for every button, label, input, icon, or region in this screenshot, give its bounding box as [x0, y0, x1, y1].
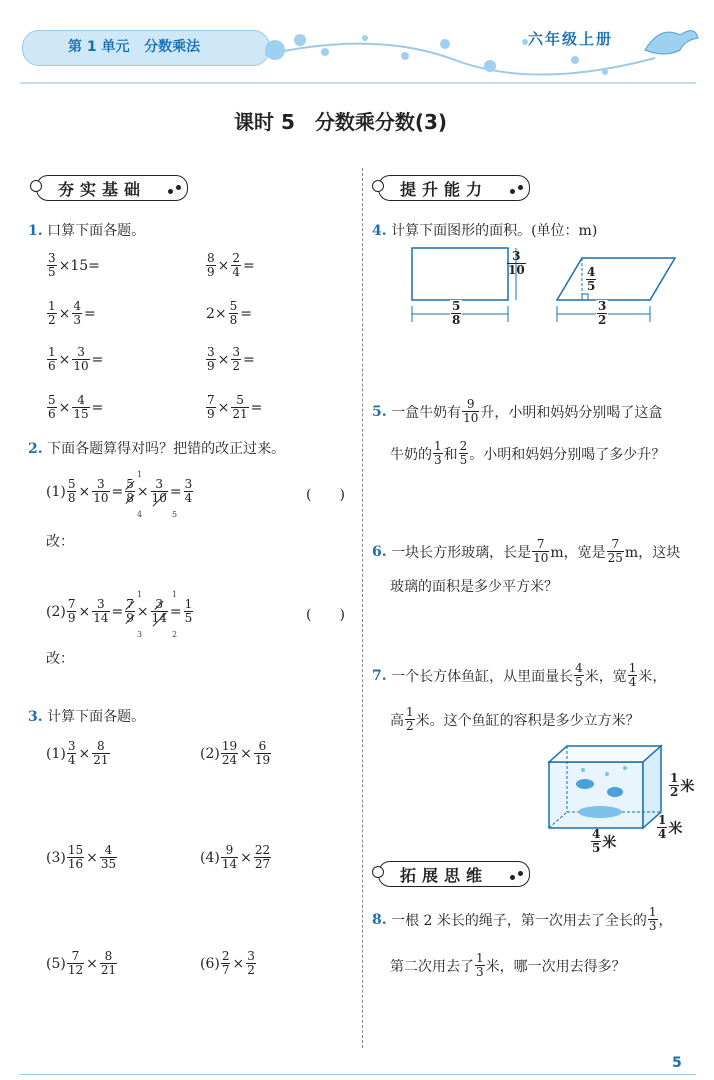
q1-item-3: $\frac{1}{2}$ × $\frac{4}{3}$ =: [48, 299, 96, 327]
q2-fix-2: 改：: [46, 651, 74, 667]
unit-label: 第 1 单元 分数乘法: [68, 39, 201, 55]
q7-line1: 7. 一个长方体鱼缸，从里面量长 $\frac{4}{5}$ 米，宽 $\frac{1}{4}$ 米，: [372, 661, 667, 689]
page-number: 5: [672, 1055, 682, 1071]
q7-tank-height: $\frac{1}{2}$ 米: [670, 771, 695, 799]
q1-item-7: $\frac{5}{6}$ × $\frac{4}{15}$ =: [48, 393, 104, 421]
q5-line2: 牛奶的 $\frac{1}{3}$ 和 $\frac{2}{5}$ 。小明和妈妈分别喝了多少升？: [390, 439, 666, 467]
footer-rule: [20, 1074, 696, 1075]
section-improve: 提升能力: [372, 172, 532, 200]
q6-line1: 6. 一块长方形玻璃，长是 $\frac{7}{10}$ m，宽是 $\frac{7}{25}$ m，这块: [372, 537, 681, 565]
book-label: 六年级上册: [528, 30, 614, 48]
page-title: 课时 5 分数乘分数(3): [234, 110, 448, 134]
q2-prompt: 2. 下面各题算得对吗？把错的改正过来。: [28, 441, 286, 457]
q2-fix-1: 改：: [46, 534, 74, 550]
q3-item-6: (6) $\frac{2}{7}$ × $\frac{3}{2}$: [200, 949, 255, 977]
q2-part1: (1) $\frac{5}{8}$ × $\frac{3}{10}$ = $\frac{5}{8}$ × $\frac{3}{10}$ = $\frac{3}{4}$: [46, 477, 193, 505]
q1-prompt: 1. 口算下面各题。: [28, 223, 146, 239]
q8-line2: 第二次用去了 $\frac{1}{3}$ 米，哪一次用去得多？: [390, 951, 626, 979]
q2-answer-paren-2[interactable]: ( ): [306, 607, 345, 623]
q1-item-4: 2× $\frac{5}{8}$ =: [206, 299, 253, 327]
q4-figures: [400, 242, 690, 342]
q4-para-height: $\frac{4}{5}$: [587, 265, 596, 293]
q2-part2: (2) $\frac{7}{9}$ × $\frac{3}{14}$ = $\frac{7}{9}$ × $\frac{3}{14}$ = $\frac{1}{5}$: [46, 597, 193, 625]
q7-line2: 高 $\frac{1}{2}$ 米。这个鱼缸的容积是多少立方米？: [390, 705, 640, 733]
q3-item-4: (4) $\frac{9}{14}$ × $\frac{22}{27}$: [200, 843, 271, 871]
q1-item-5: $\frac{1}{6}$ × $\frac{3}{10}$ =: [48, 345, 104, 373]
q4-prompt: 4. 计算下面图形的面积。(单位：m): [372, 223, 598, 239]
q2-answer-paren-1[interactable]: ( ): [306, 487, 345, 503]
bird-icon: [640, 20, 700, 60]
column-divider: [362, 168, 363, 1048]
q1-item-6: $\frac{3}{9}$ × $\frac{3}{2}$ =: [207, 345, 255, 373]
section-basic: 夯实基础: [30, 172, 190, 200]
header-decoration: [255, 20, 665, 80]
q1-item-8: $\frac{7}{9}$ × $\frac{5}{21}$ =: [207, 393, 263, 421]
q7-tank-length: $\frac{4}{5}$ 米: [592, 827, 617, 855]
q3-item-2: (2) $\frac{19}{24}$ × $\frac{6}{19}$: [200, 739, 271, 767]
q4-para-base: $\frac{3}{2}$: [598, 299, 607, 327]
section-expand: 拓展思维: [372, 858, 532, 886]
q8-line1: 8. 一根 2 米长的绳子，第一次用去了全长的 $\frac{1}{3}$ ，: [372, 905, 673, 933]
q3-item-1: (1) $\frac{3}{4}$ × $\frac{8}{21}$: [46, 739, 109, 767]
q5-line1: 5. 一盒牛奶有 $\frac{9}{10}$ 升，小明和妈妈分别喝了这盒: [372, 397, 663, 425]
q6-line2: 玻璃的面积是多少平方米？: [390, 579, 558, 595]
q3-item-3: (3) $\frac{15}{16}$ × $\frac{4}{35}$: [46, 843, 117, 871]
q1-item-1: $\frac{3}{5}$ ×15=: [48, 251, 100, 279]
q3-item-5: (5) $\frac{7}{12}$ × $\frac{8}{21}$: [46, 949, 117, 977]
q7-tank-width: $\frac{1}{4}$ 米: [658, 813, 683, 841]
q3-prompt: 3. 计算下面各题。: [28, 709, 146, 725]
header-rule: [20, 82, 696, 84]
fish-tank-illustration: [545, 740, 665, 835]
q1-item-2: $\frac{8}{9}$ × $\frac{2}{4}$ =: [207, 251, 255, 279]
q4-rect-width: $\frac{5}{8}$: [452, 299, 461, 327]
q4-rect-height: $\frac{3}{10}$: [508, 249, 525, 277]
